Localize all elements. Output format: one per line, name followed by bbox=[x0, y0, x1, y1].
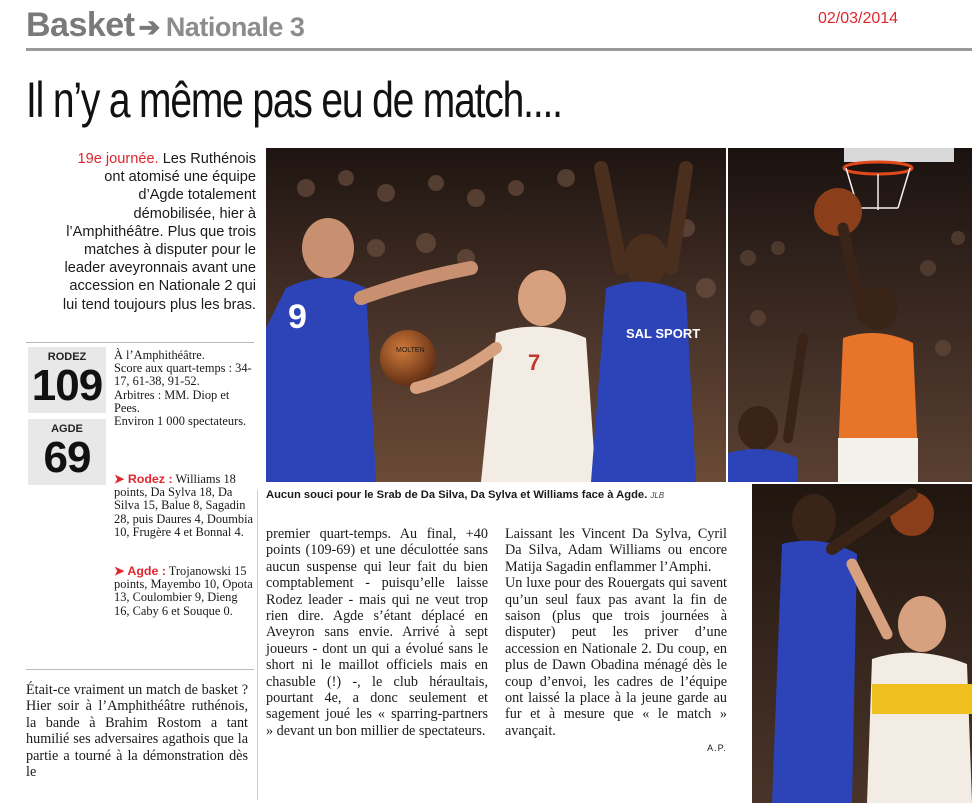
home-lineup-heading: ➤ Rodez : bbox=[114, 472, 173, 486]
home-team-name: RODEZ bbox=[47, 351, 87, 363]
photo-duel-illustration bbox=[752, 484, 972, 803]
chapeau-lead: 19e journée. bbox=[77, 151, 159, 167]
caption-text: Aucun souci pour le Srab de Da Silva, Da Sylva et Williams face à Agde. bbox=[266, 489, 648, 501]
arrow-right-icon: ➔ bbox=[138, 12, 160, 42]
chapeau-text: Les Ruthénois ont atomisé une équipe d’Agde totalement démobilisée, hier à l’Amphithéâtre. Plus que trois matches à disputer pour le leader aveyronnais avant une accession en Nationale 2 qui lui tend toujours plus les bras. bbox=[62, 151, 256, 313]
home-team-score: 109 bbox=[31, 361, 103, 410]
headline: Il n’y a même pas eu de match.... bbox=[26, 72, 562, 128]
home-lineup-players: Williams 18 points, Da Sylva 18, Da Silva 15, Balue 8, Sagadin 28, puis Daures 4, Doumbia 10, Frugère 4 et Bonnal 4. bbox=[114, 472, 254, 539]
photo-caption bbox=[266, 489, 664, 501]
match-info bbox=[114, 349, 254, 428]
photo-hoop-illustration bbox=[728, 148, 972, 482]
chapeau bbox=[56, 150, 256, 314]
away-team-score: 69 bbox=[43, 433, 91, 482]
away-score-cell bbox=[28, 419, 106, 485]
article-col2-text: premier quart-temps. Au final, +40 points (109-69) et une déculottée sans aucun suspense qui leur fait du bien comptablement - puisqu’elle laisse Rodez leader - mais qui ne veut trop rien dire. Agde s’étant déplacé en Aveyron sans envie. Arrivé à sept joueurs - dont un qui a évolué sans le short ni le maillot officiels mais en chasuble (!) -, le club héraultais, pourtant 4e, a donc seulement et sagement joué les « sparring-partners » devant un bon millier de spectateurs. bbox=[266, 526, 488, 739]
photo-duel bbox=[752, 484, 972, 803]
quarter-scores: Score aux quart-temps : 34-17, 61-38, 91-52. bbox=[114, 361, 252, 389]
svg-text:9: 9 bbox=[288, 298, 307, 336]
away-lineup bbox=[114, 565, 254, 618]
section-kicker bbox=[26, 6, 304, 45]
away-lineup-players: Trojanowski 15 points, Mayembo 10, Opota 13, Coulombier 9, Dieng 16, Caby 6 et Souque 0. bbox=[114, 564, 253, 618]
attendance: Environ 1 000 spectateurs. bbox=[114, 414, 247, 429]
column-divider bbox=[257, 490, 258, 800]
section-label: Basket bbox=[26, 6, 135, 44]
svg-text:7: 7 bbox=[528, 350, 541, 375]
article-column-1 bbox=[26, 682, 248, 780]
photo-credit: JLB bbox=[650, 491, 665, 500]
photo-hoop-shot bbox=[728, 148, 972, 482]
referees: Arbitres : MM. Diop et Pees. bbox=[114, 387, 230, 415]
home-score-cell bbox=[28, 347, 106, 413]
article-col1-text: Était-ce vraiment un match de basket ? Hier soir à l’Amphithéâtre ruthénois, la bande à Brahim Rostom a tant humilié ses adversaires agathois que la partie a tourné à la démonstration dès le bbox=[26, 682, 248, 781]
photo-main-illustration bbox=[266, 148, 726, 482]
article-column-2 bbox=[266, 526, 488, 739]
venue: À l’Amphithéâtre. bbox=[114, 348, 205, 362]
photo-main-action bbox=[266, 148, 726, 482]
header-rule bbox=[26, 48, 972, 51]
away-team-name: AGDE bbox=[51, 423, 83, 435]
publication-date: 02/03/2014 bbox=[818, 10, 899, 27]
article-signature: A.P. bbox=[707, 743, 727, 754]
home-lineup bbox=[114, 473, 254, 539]
article-col3a-text: Laissant les Vincent Da Sylva, Cyril Da Silva, Adam Williams ou encore Matija Sagadin enflammer l’Amphi. bbox=[505, 526, 727, 575]
svg-text:SAL SPORT: SAL SPORT bbox=[626, 326, 701, 341]
article-column-3 bbox=[505, 526, 727, 757]
svg-text:MOLTEN: MOLTEN bbox=[396, 347, 425, 354]
article-col3b-text: Un luxe pour des Rouergats qui savent qu’un seul faux pas avant la fin de saison (plus que trois journées à disputer) peut les priver d’une accession en Nationale 2. Du coup, en plus de Dawn Obadina ménagé dès le coup d’envoi, les cadres de l’équipe ont laissé la place à la jeune garde au fur et à mesure que « le match » avançait. bbox=[505, 575, 727, 739]
subsection-label: Nationale 3 bbox=[165, 12, 305, 42]
away-lineup-heading: ➤ Agde : bbox=[114, 564, 166, 578]
score-box bbox=[26, 342, 254, 670]
